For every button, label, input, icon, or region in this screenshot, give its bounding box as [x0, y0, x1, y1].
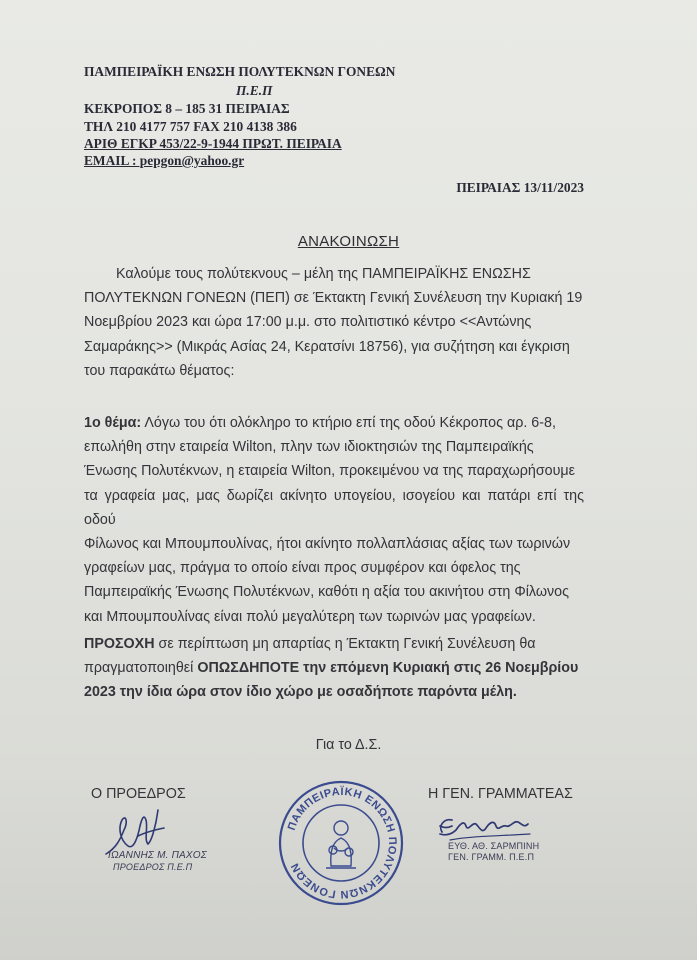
- intro-line: ΠΟΛΥΤΕΚΝΩΝ ΓΟΝΕΩΝ (ΠΕΠ) σε Έκτακτη Γενική Συνέλευση την Κυριακή 19: [84, 290, 583, 307]
- org-abbr: Π.Ε.Π: [236, 83, 273, 98]
- topic-line: επωλήθη στην εταιρεία Wilton, πλην των ιδιοκτησιών της Παμπειραϊκής: [84, 439, 534, 456]
- stamp-inner-ring: [303, 805, 379, 881]
- notice-label: ΠΡΟΣΟΧΗ: [84, 636, 155, 652]
- topic-text: Λόγω του ότι ολόκληρο το κτήριο επί της οδού Κέκροπος αρ. 6-8,: [141, 415, 556, 431]
- board-line: Για το Δ.Σ.: [315, 737, 382, 753]
- intro-line: Νοεμβρίου 2023 και ώρα 17:00 μ.μ. στο πολιτιστικό κέντρο <<Αντώνης: [84, 314, 532, 331]
- topic-label: 1ο θέμα:: [84, 415, 142, 431]
- stamp-outer-ring: [280, 782, 402, 904]
- intro-line: Σαμαράκης>> (Μικράς Ασίας 24, Κερατσίνι 18756), για συζήτηση και έγκριση: [84, 338, 570, 355]
- notice-line: 2023 την ίδια ώρα στον ίδιο χώρο με οσαδήποτε παρόντα μέλη.: [84, 684, 517, 701]
- secretary-name: ΕΥΘ. ΑΘ. ΣΑΡΜΠΙΝΗ: [448, 841, 540, 851]
- org-name: ΠΑΜΠΕΙΡΑΪΚΗ ΕΝΩΣΗ ΠΟΛΥΤΕΚΝΩΝ ΓΟΝΕΩΝ: [84, 64, 396, 79]
- president-name: ΙΩΑΝΝΗΣ Μ. ΠΑΧΟΣ: [108, 850, 207, 861]
- topic-line: Παμπειραϊκής Ένωσης Πολυτέκνων, καθότι η αξία του ακινήτου στη Φίλωνος: [84, 584, 570, 601]
- announcement-title: ΑΝΑΚΟΙΝΩΣΗ: [297, 233, 400, 250]
- org-phone-fax: ΤΗΛ 210 4177 757 FAX 210 4138 386: [84, 119, 297, 134]
- secretary-role: ΓΕΝ. ΓΡΑΜΜ. Π.Ε.Π: [448, 852, 535, 862]
- topic-line: Ένωσης Πολυτέκνων, η εταιρεία Wilton, προκειμένου να της παραχωρήσουμε: [84, 463, 576, 480]
- org-email: EMAIL : pepgon@yahoo.gr: [84, 153, 245, 168]
- topic-line: και Μπουμπουλίνας είναι πολύ μεγαλύτερη των τωρινών μας γραφείων.: [84, 608, 536, 625]
- topic-line: Φίλωνος και Μπουμπουλίνας, ήτοι ακίνητο πολλαπλάσιας αξίας των τωρινών: [84, 536, 571, 553]
- topic-paragraph: [84, 411, 584, 629]
- notice-text: πραγματοποιηθεί: [84, 660, 198, 677]
- notice-text: σε περίπτωση μη απαρτίας η Έκτακτη Γενική Συνέλευση θα: [154, 636, 536, 652]
- secretary-title: Η ΓΕΝ. ΓΡΑΜΜΑΤΕΑΣ: [428, 786, 573, 802]
- stamp-emblem-icon: [326, 821, 356, 868]
- intro-line: του παρακάτω θέματος:: [84, 362, 235, 379]
- intro-line: Καλούμε τους πολύτεκνους – μέλη της ΠΑΜΠΕΙΡΑΪΚΗΣ ΕΝΩΣΗΣ: [116, 266, 531, 282]
- topic-line: τα γραφεία μας, μας δωρίζει ακίνητο υπογείου, ισογείου και πατάρι επί της οδού: [84, 487, 584, 528]
- stamp-ring-text: ΠΑΜΠΕΙΡΑΪΚΗ ΕΝΩΣΗ ΠΟΛΥΤΕΚΝΩΝ ΓΟΝΕΩΝ: [285, 785, 399, 901]
- org-address: ΚΕΚΡΟΠΟΣ 8 – 185 31 ΠΕΙΡΑΙΑΣ: [84, 101, 290, 116]
- org-registration: ΑΡΙΘ ΕΓΚΡ 453/22-9-1944 ΠΡΩΤ. ΠΕΙΡΑΙΑ: [84, 136, 342, 151]
- association-stamp: [276, 778, 406, 908]
- secretary-signature: [430, 806, 540, 846]
- topic-line: γραφείων μας, πράγμα το οποίο είναι προς συμφέρον και όφελος της: [84, 560, 521, 577]
- president-title: Ο ΠΡΟΕΔΡΟΣ: [91, 786, 186, 802]
- date-line: ΠΕΙΡΑΙΑΣ 13/11/2023: [456, 180, 584, 195]
- notice-emphasis: ΟΠΩΣΔΗΠΟΤΕ την επόμενη Κυριακή στις 26 Νοεμβρίου: [197, 660, 579, 677]
- notice-paragraph: [84, 632, 584, 705]
- intro-paragraph: [84, 262, 584, 383]
- president-role: ΠΡΟΕΔΡΟΣ Π.Ε.Π: [113, 862, 193, 872]
